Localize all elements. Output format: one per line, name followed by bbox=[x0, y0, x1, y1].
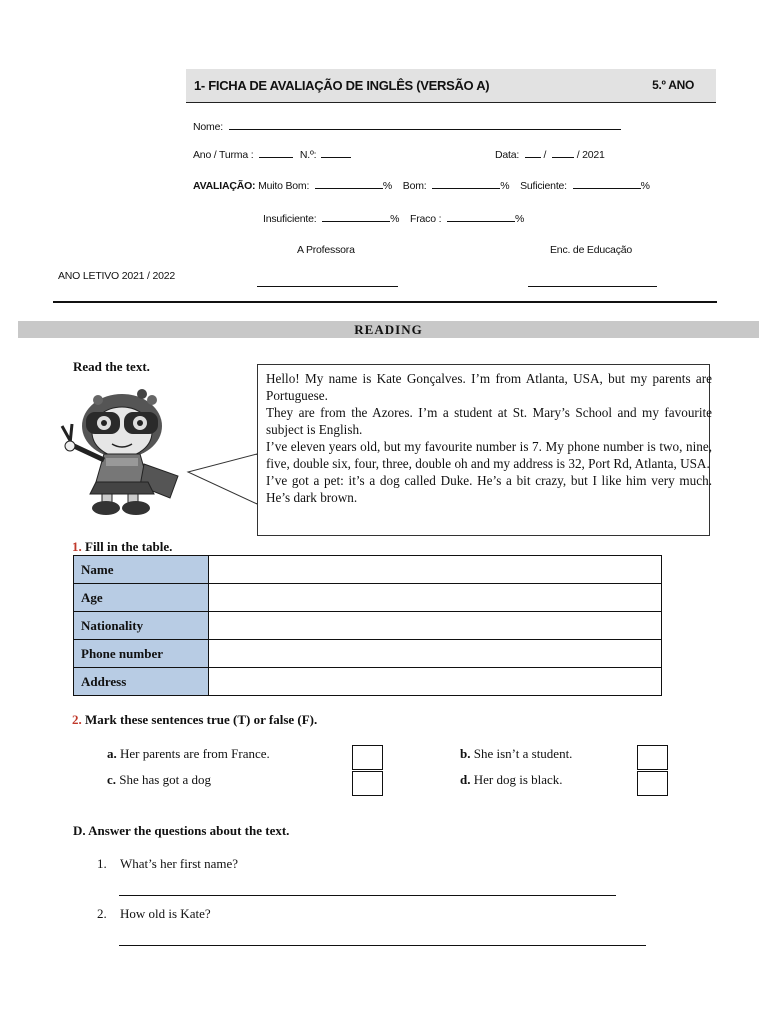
table-label: Age bbox=[74, 584, 209, 612]
fraco-field[interactable] bbox=[447, 211, 515, 222]
year-class-field[interactable] bbox=[259, 147, 293, 158]
tf-letter: b. bbox=[460, 746, 471, 761]
grade-label: 5.º ANO bbox=[652, 78, 694, 92]
fraco-label: Fraco : bbox=[410, 213, 442, 225]
answer-cell[interactable] bbox=[209, 556, 662, 584]
answer-line[interactable] bbox=[119, 945, 646, 946]
suficiente-field[interactable] bbox=[573, 178, 641, 189]
table-label: Phone number bbox=[74, 640, 209, 668]
passage-line: I’ve got a pet: it’s a dog called Duke. He’s a bit crazy, but I like him very much. He’s dark brown. bbox=[266, 473, 712, 505]
percent-sign: % bbox=[640, 180, 650, 192]
reading-passage bbox=[266, 370, 712, 506]
header-divider bbox=[53, 301, 717, 303]
worksheet-header bbox=[186, 69, 716, 103]
tf-text: Her dog is black. bbox=[473, 772, 563, 787]
q1-number: 1. bbox=[72, 539, 82, 554]
tf-item bbox=[460, 772, 563, 788]
table-row bbox=[74, 668, 662, 696]
guardian-signature-line[interactable] bbox=[528, 286, 657, 287]
table-row bbox=[74, 584, 662, 612]
table-label: Address bbox=[74, 668, 209, 696]
read-instruction: Read the text. bbox=[73, 359, 150, 374]
tf-item bbox=[107, 772, 211, 788]
percent-sign: % bbox=[515, 213, 525, 225]
tf-answer-box[interactable] bbox=[637, 771, 668, 796]
table-label: Name bbox=[74, 556, 209, 584]
passage-line: Hello! My name is Kate Gonçalves. I’m from Atlanta, USA, but my parents are Portuguese. bbox=[266, 371, 712, 403]
tf-letter: a. bbox=[107, 746, 117, 761]
number-field[interactable] bbox=[321, 147, 351, 158]
percent-sign: % bbox=[382, 180, 393, 192]
question-text: What’s her first name? bbox=[120, 856, 239, 871]
q1-title: Fill in the table. bbox=[85, 539, 173, 554]
tf-answer-box[interactable] bbox=[637, 745, 668, 770]
table-row bbox=[74, 612, 662, 640]
date-month-field[interactable] bbox=[552, 147, 574, 158]
date-year: / 2021 bbox=[576, 149, 605, 161]
tf-text: She isn’t a student. bbox=[473, 746, 573, 761]
tf-text: Her parents are from France. bbox=[120, 746, 270, 761]
bom-field[interactable] bbox=[432, 178, 500, 189]
evaluation-row-2 bbox=[263, 211, 524, 225]
name-label: Nome: bbox=[193, 121, 223, 133]
school-year: ANO LETIVO 2021 / 2022 bbox=[58, 270, 176, 282]
class-row bbox=[193, 147, 351, 161]
muito-bom-field[interactable] bbox=[315, 178, 383, 189]
tf-letter: c. bbox=[107, 772, 117, 787]
reading-title: READING bbox=[354, 322, 423, 337]
answer-cell[interactable] bbox=[209, 584, 662, 612]
tf-answer-box[interactable] bbox=[352, 745, 383, 770]
tf-letter: d. bbox=[460, 772, 471, 787]
q2-title: Mark these sentences true (T) or false (F). bbox=[85, 712, 318, 727]
answer-cell[interactable] bbox=[209, 612, 662, 640]
answer-line[interactable] bbox=[119, 895, 616, 896]
girl-illustration bbox=[48, 386, 260, 518]
muito-bom-label: Muito Bom: bbox=[258, 180, 310, 192]
question-text: How old is Kate? bbox=[120, 906, 211, 921]
passage-line: I’ve eleven years old, but my favourite number is 7. My phone number is two, nine, five, double six, four, three, double oh and my address is 32, Port Rd, Atlanta, USA. bbox=[266, 439, 712, 471]
worksheet-title: 1- FICHA DE AVALIAÇÃO DE INGLÊS (VERSÃO A) bbox=[194, 78, 490, 93]
reading-section-bar bbox=[18, 321, 759, 338]
question-item bbox=[97, 856, 238, 872]
year-class-label: Ano / Turma : bbox=[193, 149, 254, 161]
teacher-label: A Professora bbox=[297, 244, 355, 256]
percent-sign: % bbox=[500, 180, 510, 192]
date-row bbox=[495, 147, 605, 161]
guardian-label: Enc. de Educação bbox=[550, 244, 633, 256]
q1-heading bbox=[72, 539, 172, 555]
evaluation-label: AVALIAÇÃO: bbox=[193, 180, 256, 192]
question-item bbox=[97, 906, 211, 922]
table-row bbox=[74, 556, 662, 584]
date-day-field[interactable] bbox=[525, 147, 541, 158]
percent-sign: % bbox=[390, 213, 400, 225]
date-separator: / bbox=[543, 149, 547, 161]
tf-text: She has got a dog bbox=[119, 772, 211, 787]
answer-cell[interactable] bbox=[209, 640, 662, 668]
insuficiente-label: Insuficiente: bbox=[263, 213, 317, 225]
number-label: N.º: bbox=[299, 149, 317, 161]
qd-heading: D. Answer the questions about the text. bbox=[73, 823, 290, 838]
evaluation-row bbox=[193, 178, 650, 192]
question-number: 2. bbox=[97, 906, 107, 921]
info-table bbox=[73, 555, 662, 696]
q2-number: 2. bbox=[72, 712, 82, 727]
name-row bbox=[193, 119, 621, 133]
q2-heading bbox=[72, 712, 317, 728]
tf-item bbox=[107, 746, 270, 762]
table-label: Nationality bbox=[74, 612, 209, 640]
passage-line: They are from the Azores. I’m a student at St. Mary’s School and my favourite subject is English. bbox=[266, 405, 712, 437]
tf-answer-box[interactable] bbox=[352, 771, 383, 796]
table-row bbox=[74, 640, 662, 668]
tf-item bbox=[460, 746, 572, 762]
name-field[interactable] bbox=[229, 119, 621, 130]
bom-label: Bom: bbox=[402, 180, 427, 192]
insuficiente-field[interactable] bbox=[322, 211, 390, 222]
date-label: Data: bbox=[495, 149, 520, 161]
answer-cell[interactable] bbox=[209, 668, 662, 696]
question-number: 1. bbox=[97, 856, 107, 871]
suficiente-label: Suficiente: bbox=[520, 180, 567, 192]
teacher-signature-line[interactable] bbox=[257, 286, 398, 287]
